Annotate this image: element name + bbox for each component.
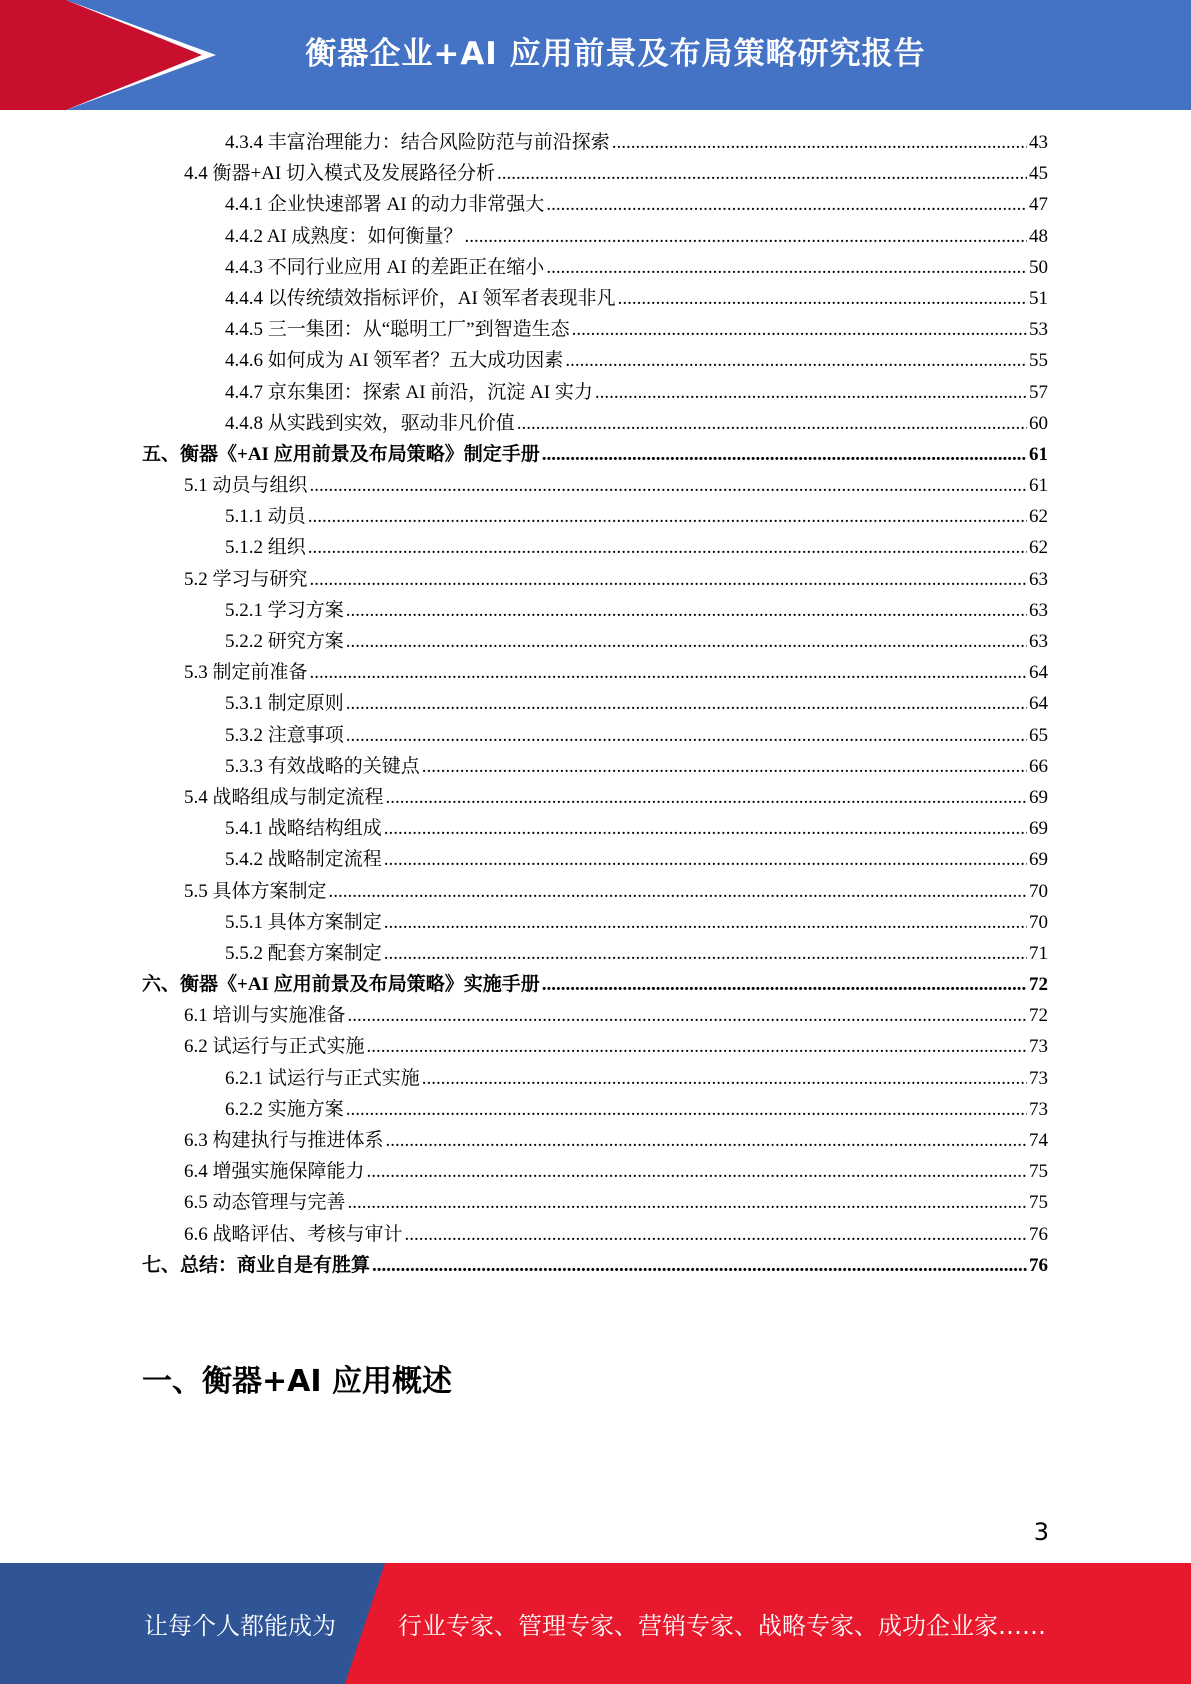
toc-entry[interactable] — [142, 720, 1048, 751]
toc-entry-page: 69 — [1029, 786, 1048, 808]
footer-slogan-left: 让每个人都能成为 — [144, 1612, 336, 1640]
toc-entry[interactable] — [142, 938, 1048, 969]
toc-entry-label: 6.5 动态管理与完善 — [184, 1192, 346, 1214]
toc-entry-page: 73 — [1029, 1098, 1048, 1120]
toc-leader-dots — [348, 1000, 1027, 1031]
toc-leader-dots — [595, 377, 1027, 408]
toc-leader-dots — [386, 782, 1027, 813]
toc-entry[interactable] — [142, 1125, 1048, 1156]
toc-entry-page: 70 — [1029, 911, 1048, 933]
toc-entry-page: 43 — [1029, 132, 1048, 153]
toc-leader-dots — [422, 1063, 1027, 1094]
toc-entry-page: 75 — [1029, 1192, 1048, 1214]
toc-entry[interactable] — [142, 1219, 1048, 1250]
toc-entry-label: 4.4.4 以传统绩效指标评价，AI 领军者表现非凡 — [225, 287, 616, 309]
toc-entry-page: 48 — [1029, 225, 1048, 247]
toc-entry-label: 5.3 制定前准备 — [184, 662, 308, 684]
toc-entry[interactable] — [142, 283, 1048, 314]
toc-entry[interactable] — [142, 470, 1048, 501]
toc-entry-label: 5.2.2 研究方案 — [225, 631, 344, 652]
toc-entry[interactable] — [142, 158, 1048, 189]
toc-entry-page: 62 — [1029, 506, 1048, 528]
toc-entry-page: 61 — [1029, 475, 1048, 497]
toc-leader-dots — [405, 1219, 1027, 1250]
toc-entry[interactable] — [142, 252, 1048, 283]
toc-entry-label: 5.3.3 有效战略的关键点 — [225, 755, 420, 777]
toc-entry[interactable] — [142, 408, 1048, 439]
toc-entry[interactable] — [142, 657, 1048, 688]
toc-entry[interactable] — [142, 532, 1048, 563]
toc-entry-page: 69 — [1029, 818, 1048, 840]
toc-entry-label: 4.4.8 从实践到实效，驱动非凡价值 — [225, 412, 515, 434]
toc-entry-page: 69 — [1029, 849, 1048, 871]
toc-entry-label: 6.4 增强实施保障能力 — [184, 1161, 365, 1183]
toc-leader-dots — [542, 439, 1027, 470]
toc-entry-page: 60 — [1029, 412, 1048, 434]
toc-entry[interactable] — [142, 439, 1048, 470]
toc-leader-dots — [542, 969, 1027, 1000]
document-title: 衡器企业+AI 应用前景及布局策略研究报告 — [305, 36, 926, 72]
toc-leader-dots — [546, 252, 1027, 283]
toc-leader-dots — [546, 189, 1027, 220]
table-of-contents — [142, 127, 1048, 1281]
toc-entry-label: 5.4.2 战略制定流程 — [225, 849, 382, 871]
toc-leader-dots — [497, 158, 1027, 189]
toc-entry[interactable] — [142, 688, 1048, 719]
toc-leader-dots — [346, 720, 1027, 751]
toc-leader-dots — [348, 1187, 1027, 1218]
toc-leader-dots — [618, 283, 1027, 314]
header-band — [0, 0, 1191, 110]
toc-leader-dots — [517, 408, 1027, 439]
toc-entry-page: 45 — [1029, 163, 1048, 185]
toc-entry[interactable] — [142, 221, 1048, 252]
toc-entry-label: 4.4 衡器+AI 切入模式及发展路径分析 — [184, 163, 496, 185]
toc-entry-label: 6.1 培训与实施准备 — [184, 1005, 346, 1027]
section-heading: 一、衡器+AI 应用概述 — [142, 1364, 452, 1399]
toc-entry-page: 51 — [1029, 287, 1048, 309]
toc-entry[interactable] — [142, 844, 1048, 875]
toc-entry[interactable] — [142, 626, 1048, 657]
toc-entry[interactable] — [142, 969, 1048, 1000]
toc-leader-dots — [346, 595, 1027, 626]
toc-entry-page: 53 — [1029, 319, 1048, 341]
toc-entry-label: 5.1 动员与组织 — [184, 475, 308, 497]
toc-entry-label: 5.5 具体方案制定 — [184, 880, 327, 902]
header-red-block — [0, 0, 66, 110]
toc-leader-dots — [422, 751, 1027, 782]
toc-leader-dots — [346, 626, 1027, 657]
toc-entry[interactable] — [142, 1250, 1048, 1281]
toc-entry-label: 5.2 学习与研究 — [184, 568, 308, 590]
toc-leader-dots — [346, 688, 1027, 719]
toc-entry-label: 4.4.5 三一集团：从“聪明工厂”到智造生态 — [225, 319, 570, 341]
toc-leader-dots — [367, 1031, 1027, 1062]
toc-entry-page: 63 — [1029, 568, 1048, 590]
toc-leader-dots — [572, 314, 1027, 345]
toc-entry[interactable] — [142, 501, 1048, 532]
toc-entry[interactable] — [142, 1031, 1048, 1062]
toc-entry-label: 6.6 战略评估、考核与审计 — [184, 1223, 403, 1245]
toc-leader-dots — [612, 127, 1027, 158]
toc-entry-page: 72 — [1029, 1005, 1048, 1027]
toc-entry-page: 63 — [1029, 631, 1048, 652]
toc-leader-dots — [372, 1250, 1027, 1281]
toc-entry-label: 5.5.1 具体方案制定 — [225, 911, 382, 933]
toc-entry[interactable] — [142, 127, 1048, 158]
toc-entry-page: 63 — [1029, 599, 1048, 621]
toc-entry-page: 50 — [1029, 256, 1048, 278]
toc-leader-dots — [308, 501, 1027, 532]
toc-entry-label: 5.1.2 组织 — [225, 537, 306, 559]
toc-entry-label: 六、衡器《+AI 应用前景及布局策略》实施手册 — [142, 974, 540, 996]
footer-slogan-right: 行业专家、管理专家、营销专家、战略专家、成功企业家…… — [398, 1612, 1046, 1640]
toc-entry-label: 5.2.1 学习方案 — [225, 599, 344, 621]
toc-entry-page: 76 — [1029, 1254, 1048, 1276]
toc-leader-dots — [346, 1094, 1027, 1125]
toc-entry[interactable] — [142, 189, 1048, 220]
toc-leader-dots — [310, 564, 1027, 595]
toc-entry-label: 4.4.3 不同行业应用 AI 的差距正在缩小 — [225, 256, 545, 278]
toc-entry-page: 72 — [1029, 974, 1048, 996]
toc-entry[interactable] — [142, 1063, 1048, 1094]
toc-entry-page: 70 — [1029, 880, 1048, 902]
toc-entry[interactable] — [142, 1187, 1048, 1218]
toc-entry-label: 4.4.7 京东集团：探索 AI 前沿，沉淀 AI 实力 — [225, 381, 593, 403]
toc-leader-dots — [384, 844, 1027, 875]
toc-entry[interactable] — [142, 1000, 1048, 1031]
toc-leader-dots — [310, 657, 1027, 688]
toc-entry-label: 5.3.2 注意事项 — [225, 724, 344, 746]
toc-leader-dots — [367, 1156, 1027, 1187]
toc-entry-page: 61 — [1029, 443, 1048, 465]
toc-entry-page: 66 — [1029, 755, 1048, 777]
toc-entry-page: 73 — [1029, 1036, 1048, 1058]
toc-entry[interactable] — [142, 907, 1048, 938]
toc-entry[interactable] — [142, 377, 1048, 408]
toc-entry[interactable] — [142, 813, 1048, 844]
toc-entry[interactable] — [142, 1094, 1048, 1125]
toc-entry-label: 五、衡器《+AI 应用前景及布局策略》制定手册 — [142, 443, 540, 465]
toc-entry-page: 57 — [1029, 381, 1048, 403]
toc-leader-dots — [384, 938, 1027, 969]
toc-leader-dots — [384, 907, 1027, 938]
toc-entry-page: 76 — [1029, 1223, 1048, 1245]
toc-entry-label: 5.1.1 动员 — [225, 506, 306, 528]
toc-leader-dots — [329, 876, 1027, 907]
toc-entry-label: 4.4.6 如何成为 AI 领军者？五大成功因素 — [225, 350, 564, 372]
toc-entry-label: 4.4.1 企业快速部署 AI 的动力非常强大 — [225, 194, 545, 216]
toc-entry[interactable] — [142, 751, 1048, 782]
page-number: 3 — [1033, 1518, 1049, 1546]
toc-entry-page: 47 — [1029, 194, 1048, 216]
toc-entry[interactable] — [142, 564, 1048, 595]
toc-entry-page: 65 — [1029, 724, 1048, 746]
toc-entry[interactable] — [142, 1156, 1048, 1187]
toc-entry-page: 55 — [1029, 350, 1048, 372]
toc-entry-label: 4.3.4 丰富治理能力：结合风险防范与前沿探索 — [225, 132, 610, 153]
toc-leader-dots — [310, 470, 1027, 501]
toc-entry[interactable] — [142, 782, 1048, 813]
toc-leader-dots — [308, 532, 1027, 563]
toc-leader-dots — [384, 813, 1027, 844]
toc-entry-label: 4.4.2 AI 成熟度：如何衡量？ — [225, 225, 463, 247]
toc-entry[interactable] — [142, 314, 1048, 345]
toc-entry-label: 七、总结：商业自是有胜算 — [142, 1254, 371, 1276]
toc-entry-page: 71 — [1029, 942, 1048, 964]
toc-entry-page: 62 — [1029, 537, 1048, 559]
toc-entry-label: 6.2.2 实施方案 — [225, 1098, 344, 1120]
toc-leader-dots — [465, 221, 1027, 252]
toc-entry-label: 5.5.2 配套方案制定 — [225, 942, 382, 964]
toc-entry[interactable] — [142, 345, 1048, 376]
toc-entry-label: 5.4 战略组成与制定流程 — [184, 786, 384, 808]
toc-entry-page: 64 — [1029, 693, 1048, 715]
toc-entry[interactable] — [142, 876, 1048, 907]
toc-leader-dots — [565, 345, 1027, 376]
toc-entry-label: 5.3.1 制定原则 — [225, 693, 344, 715]
toc-entry-label: 5.4.1 战略结构组成 — [225, 818, 382, 840]
toc-entry-page: 64 — [1029, 662, 1048, 684]
toc-entry[interactable] — [142, 595, 1048, 626]
toc-entry-label: 6.2 试运行与正式实施 — [184, 1036, 365, 1058]
toc-entry-page: 75 — [1029, 1161, 1048, 1183]
toc-entry-page: 73 — [1029, 1067, 1048, 1089]
toc-entry-label: 6.2.1 试运行与正式实施 — [225, 1067, 420, 1089]
toc-entry-page: 74 — [1029, 1130, 1048, 1151]
toc-entry-label: 6.3 构建执行与推进体系 — [184, 1130, 384, 1151]
toc-leader-dots — [386, 1125, 1027, 1156]
header-chevron-icon — [66, 0, 202, 110]
